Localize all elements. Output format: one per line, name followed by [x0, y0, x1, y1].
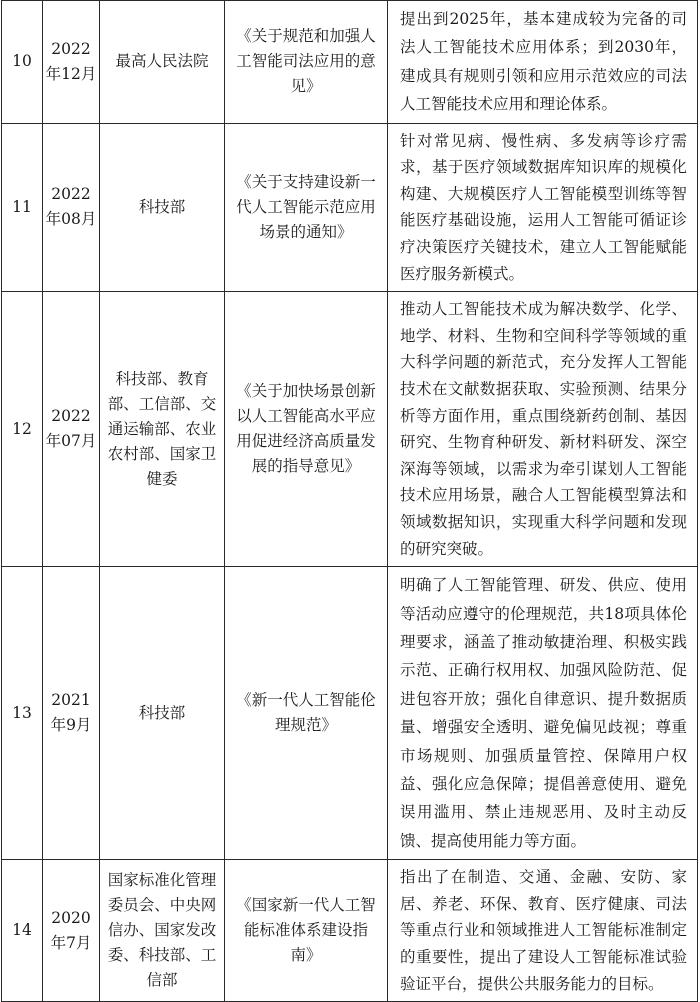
- table-row: [2, 567, 698, 860]
- row-number: 14: [2, 860, 43, 1002]
- document-content: 明确了人工智能管理、研发、供应、使用等活动应遵守的伦理规范，共18项具体伦理要求，涵盖了推动敏捷治理、积极实践示范、正确行权用权、加强风险防范、促进包容开放；强化自律意识、提升数据质量、增强安全透明、避免偏见歧视；尊重市场规则、加强质量管控、保障用户权益、强化应急保障；提倡善意使用、避免误用滥用、禁止违规恶用、及时主动反馈、提高使用能力等方面。: [388, 567, 698, 860]
- issuing-agency: 科技部、教育部、工信部、交通运输部、农业农村部、国家卫健委: [100, 292, 225, 567]
- issue-date: 2021年9月: [43, 567, 100, 860]
- table-row: [2, 123, 698, 292]
- table-row: [2, 1, 698, 124]
- document-content: 指出了在制造、交通、金融、安防、家居、养老、环保、教育、医疗健康、司法等重点行业和领域推进人工智能标准制定的重要性，提出了建设人工智能标准试验验证平台，提供公共服务能力的目标。: [388, 860, 698, 1002]
- issue-date: 2022年12月: [43, 1, 100, 124]
- issue-date: 2020年7月: [43, 860, 100, 1002]
- row-number: 11: [2, 123, 43, 292]
- document-content: 针对常见病、慢性病、多发病等诊疗需求，基于医疗领域数据库知识库的规模化构建、大规模医疗人工智能模型训练等智能医疗基础设施，运用人工智能可循证诊疗决策医疗关键技术，建立人工智能赋能医疗服务新模式。: [388, 123, 698, 292]
- document-content: 提出到2025年，基本建成较为完备的司法人工智能技术应用体系；到2030年，建成具有规则引领和应用示范效应的司法人工智能技术应用和理论体系。: [388, 1, 698, 124]
- document-title: 《关于规范和加强人工智能司法应用的意见》: [225, 1, 388, 124]
- issue-date: 2022年07月: [43, 292, 100, 567]
- issuing-agency: 科技部: [100, 123, 225, 292]
- issuing-agency: 国家标准化管理委员会、中央网信办、国家发改委、科技部、工信部: [100, 860, 225, 1002]
- document-title: 《关于支持建设新一代人工智能示范应用场景的通知》: [225, 123, 388, 292]
- document-title: 《国家新一代人工智能标准体系建设指南》: [225, 860, 388, 1002]
- policy-table: [1, 0, 698, 1002]
- table-row: [2, 292, 698, 567]
- table-row: [2, 860, 698, 1002]
- issue-date: 2022年08月: [43, 123, 100, 292]
- issuing-agency: 科技部: [100, 567, 225, 860]
- issuing-agency: 最高人民法院: [100, 1, 225, 124]
- document-content: 推动人工智能技术成为解决数学、化学、地学、材料、生物和空间科学等领域的重大科学问题的新范式，充分发挥人工智能技术在文献数据获取、实验预测、结果分析等方面作用，重点围绕新药创制、基因研究、生物育种研发、新材料研发、深空深海等领域，以需求为牵引谋划人工智能技术应用场景，融合人工智能模型算法和领域数据知识，实现重大科学问题和发现的研究突破。: [388, 292, 698, 567]
- document-title: 《关于加快场景创新以人工智能高水平应用促进经济高质量发展的指导意见》: [225, 292, 388, 567]
- document-title: 《新一代人工智能伦理规范》: [225, 567, 388, 860]
- row-number: 12: [2, 292, 43, 567]
- row-number: 13: [2, 567, 43, 860]
- row-number: 10: [2, 1, 43, 124]
